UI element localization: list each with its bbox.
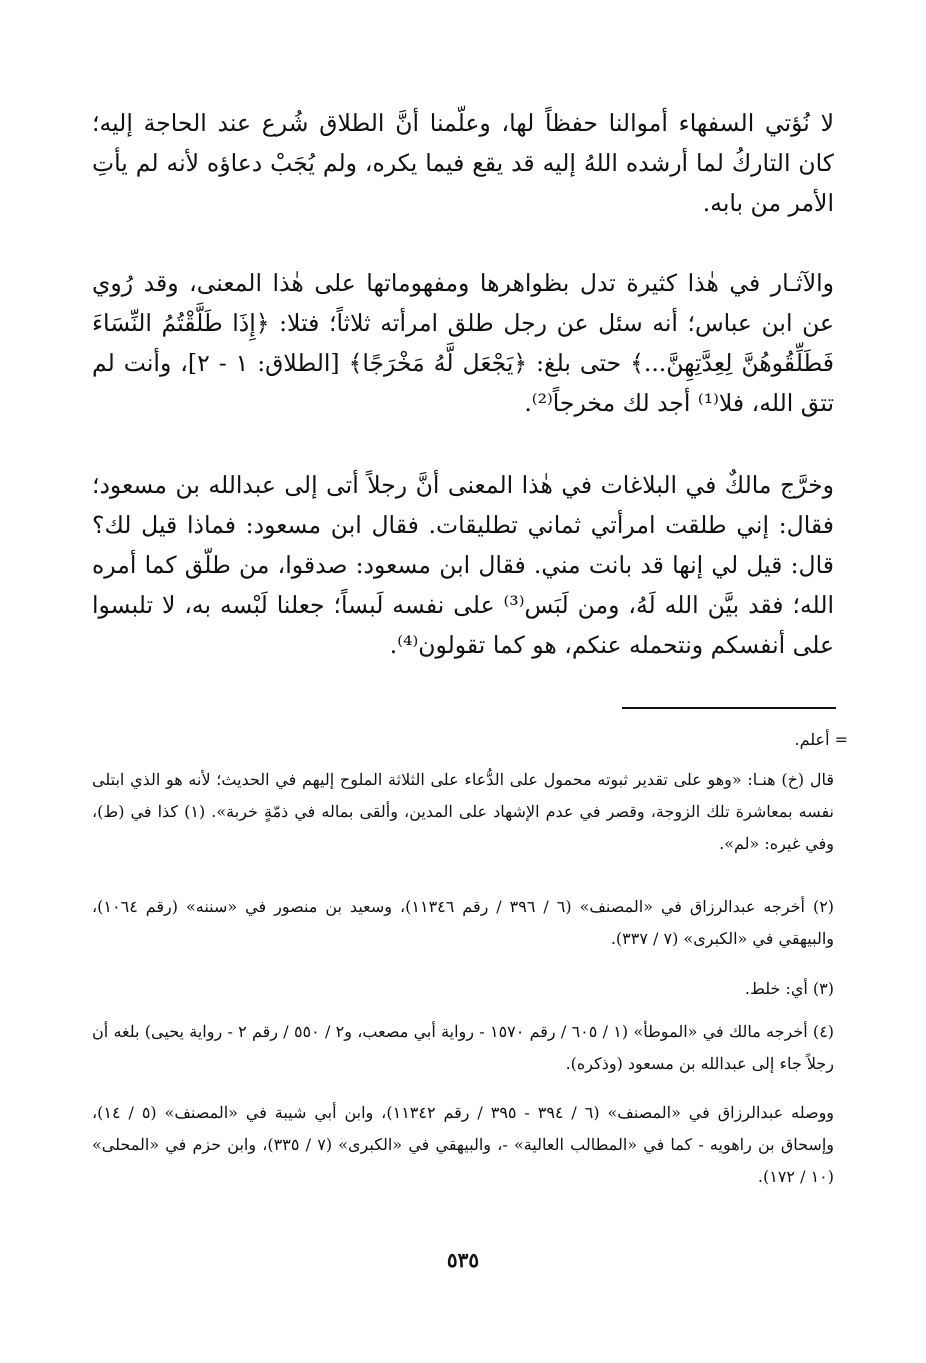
main-paragraph-2: والآثـار في هٰذا كثيرة تدل بظواهرها ومفهوماتها على هٰذا المعنى، وقد رُوي عن ابن عباس؛ أنه سئل عن رجل طلق امرأته ثلاثاً؛ فتلا: ﴿إِذَا طَلَّقْتُمُ النِّسَاءَ فَطَلِّقُوهُنَّ لِعِدَّتِهِنَّ...﴾ حتى بلغ: ﴿يَجْعَل لَّهُ مَخْرَجًا﴾ [الطلاق: ١ - ٢]، وأنت لم تتق الله، فلا⁽¹⁾ أجد لك مخرجاً⁽²⁾.: [92, 269, 834, 417]
footnote-4b: ووصله عبدالرزاق في «المصنف» (٦ / ٣٩٤ - ٣٩٥ / رقم ١١٣٤٢)، وابن أبي شيبة في «المصنف» (٥ / ١٤)، وإسحاق بن راهويه - كما في «المطالب العالية» -، والبيهقي في «الكبرى» (٧ / ٣٣٥)، وابن حزم في «المحلى» (١٠ / ١٧٢).: [92, 1103, 835, 1186]
footnote-intro: قال (خ) هنـا: «وهو على تقدير ثبوته محمول على الدُّعاء على الثلاثة الملوح إليهم في الحديث؛ لأنه هو الذي ابتلى نفسه بمعاشرة تلك الزوجة، وقصر في عدم الإشهاد على المدين، وألقى بماله في ذمّةٍ خربة». (١) كذا في (ط)، وفي غيره: «لم».: [92, 770, 835, 853]
footnote-2: (٢) أخرجه عبدالرزاق في «المصنف» (٦ / ٣٩٦ / رقم ١١٣٤٦)، وسعيد بن منصور في «سننه» (رقم ١٠٦٤)، والبيهقي في «الكبرى» (٧ / ٣٣٧).: [92, 897, 835, 948]
footnote-divider: [622, 707, 836, 709]
footnote-3: (٣) أي: خلط.: [744, 979, 834, 998]
main-paragraph-1: لا نُؤتي السفهاء أموالنا حفظاً لها، وعلّمنا أنَّ الطلاق شُرع عند الحاجة إليه؛ كان التاركُ لما أرشده اللهُ إليه قد يقع فيما يكره، ولم يُجَبْ دعاؤه لأنه لم يأتِ الأمر من بابه.: [92, 109, 834, 217]
footnote-4a: (٤) أخرجه مالك في «الموطأ» (١ / ٦٠٥ / رقم ١٥٧٠ - رواية أبي مصعب، و٢ / ٥٥٠ / رقم ٢ - رواية يحيى) بلغه أن رجلاً جاء إلى عبدالله بن مسعود (وذكره).: [92, 1022, 835, 1073]
footnote-continuation: = أعلم.: [794, 730, 848, 749]
page-number: ٥٣٥: [446, 1248, 480, 1272]
main-paragraph-3: وخرَّج مالكٌ في البلاغات في هٰذا المعنى أنَّ رجلاً أتى إلى عبدالله بن مسعود؛ فقال: إني طلقت امرأتي ثماني تطليقات. فقال ابن مسعود: فماذا قيل لك؟ قال: قيل لي إنها قد بانت مني. فقال ابن مسعود: صدقوا، من طلّق كما أمره الله؛ فقد بيَّن الله لَهُ، ومن لَبَس⁽³⁾ على نفسه لَبساً؛ جعلنا لَبْسه به، لا تلبسوا على أنفسكم ونتحمله عنكم، هو كما تقولون⁽⁴⁾.: [92, 471, 835, 659]
